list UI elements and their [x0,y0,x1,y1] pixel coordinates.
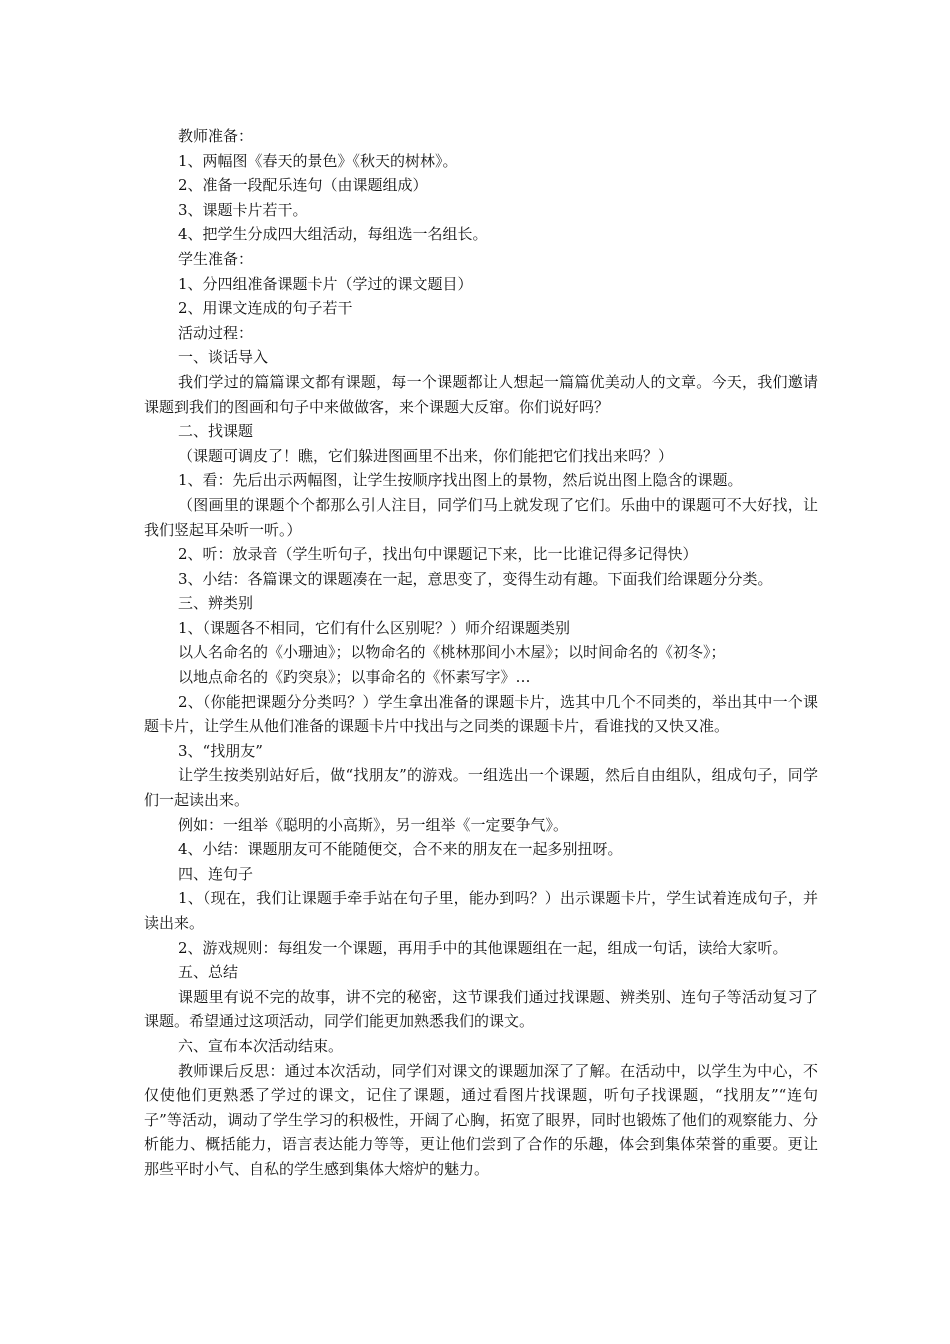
body-paragraph: 课题里有说不完的故事，讲不完的秘密，这节课我们通过找课题、辨类别、连句子等活动复习了课题。希望通过这项活动，同学们能更加熟悉我们的课文。 [144,987,818,1031]
body-paragraph: 1、（课题各不相同，它们有什么区别呢？）师介绍课题类别 [178,618,571,637]
body-paragraph: 2、（你能把课题分分类吗？）学生拿出准备的课题卡片，选其中几个不同类的，举出其中一个课题卡片，让学生从他们准备的课题卡片中找出与之同类的课题卡片，看谁找的又快又准。 [144,692,818,736]
heading-activity-process: 活动过程： [178,323,254,342]
list-item: 3、课题卡片若干。 [178,200,308,219]
body-paragraph: 让学生按类别站好后，做“找朋友”的游戏。一组选出一个课题，然后自由组队，组成句子，同学们一起读出来。 [144,766,818,810]
body-paragraph: （图画里的课题个个都那么引人注目，同学们马上就发现了它们。乐曲中的课题可不大好找，让我们竖起耳朵听一听。） [144,495,818,539]
heading-student-prep: 学生准备： [178,249,254,268]
reflection-paragraph: 教师课后反思：通过本次活动，同学们对课文的课题加深了了解。在活动中，以学生为中心，不仅使他们更熟悉了学过的课文，记住了课题，通过看图片找课题，听句子找课题，“找朋友”“连句子”等活动，调动了学生学习的积极性，开阔了心胸，拓宽了眼界，同时也锻炼了他们的观察能力、分析能力、概括能力，语言表达能力等等，更让他们尝到了合作的乐趣，体会到集体荣誉的重要。更让那些平时小气、自私的学生感到集体大熔炉的魅力。 [144,1061,818,1178]
list-item: 1、两幅图《春天的景色》《秋天的树林》。 [178,151,458,170]
body-paragraph: 以人名命名的《小珊迪》；以物命名的《桃林那间小木屋》；以时间命名的《初冬》； [178,643,726,662]
body-paragraph: 4、小结：课题朋友可不能随便交，合不来的朋友在一起多别扭呀。 [178,840,623,859]
body-paragraph: 3、“找朋友” [178,741,263,760]
body-paragraph: 1、看：先后出示两幅图，让学生按顺序找出图上的景物，然后说出图上隐含的课题。 [178,471,743,490]
body-paragraph: 例如：一组举《聪明的小高斯》，另一组举《一定要争气》。 [178,815,569,834]
body-paragraph: 我们学过的篇篇课文都有课题，每一个课题都让人想起一篇篇优美动人的文章。今天，我们邀请课题到我们的图画和句子中来做做客，来个课题大反窜。你们说好吗？ [144,372,818,416]
body-paragraph: 2、游戏规则：每组发一个课题，再用手中的其他课题组在一起，组成一句话，读给大家听。 [178,938,788,957]
body-paragraph: （课题可调皮了！瞧，它们躲进图画里不出来，你们能把它们找出来吗？） [178,446,674,465]
section-heading: 五、总结 [178,963,239,982]
body-paragraph: 2、听：放录音（学生听句子，找出句中课题记下来，比一比谁记得多记得快） [178,545,698,564]
section-heading: 三、辨类别 [178,594,254,613]
list-item: 2、准备一段配乐连句（由课题组成） [178,176,428,195]
body-paragraph: 以地点命名的《趵突泉》；以事命名的《怀素写字》… [178,668,531,687]
section-heading: 六、宣布本次活动结束。 [178,1036,344,1055]
list-item: 2、用课文连成的句子若干 [178,299,353,318]
section-heading: 四、连句子 [178,864,254,883]
body-paragraph: 1、（现在，我们让课题手牵手站在句子里，能办到吗？）出示课题卡片，学生试着连成句子，并读出来。 [144,889,818,932]
section-heading: 二、找课题 [178,422,254,441]
body-paragraph: 3、小结：各篇课文的课题凑在一起，意思变了，变得生动有趣。下面我们给课题分分类。 [178,569,773,588]
section-heading: 一、谈话导入 [178,348,269,367]
list-item: 4、把学生分成四大组活动，每组选一名组长。 [178,225,488,244]
heading-teacher-prep: 教师准备： [178,127,254,145]
list-item: 1、分四组准备课题卡片（学过的课文题目） [178,274,473,293]
